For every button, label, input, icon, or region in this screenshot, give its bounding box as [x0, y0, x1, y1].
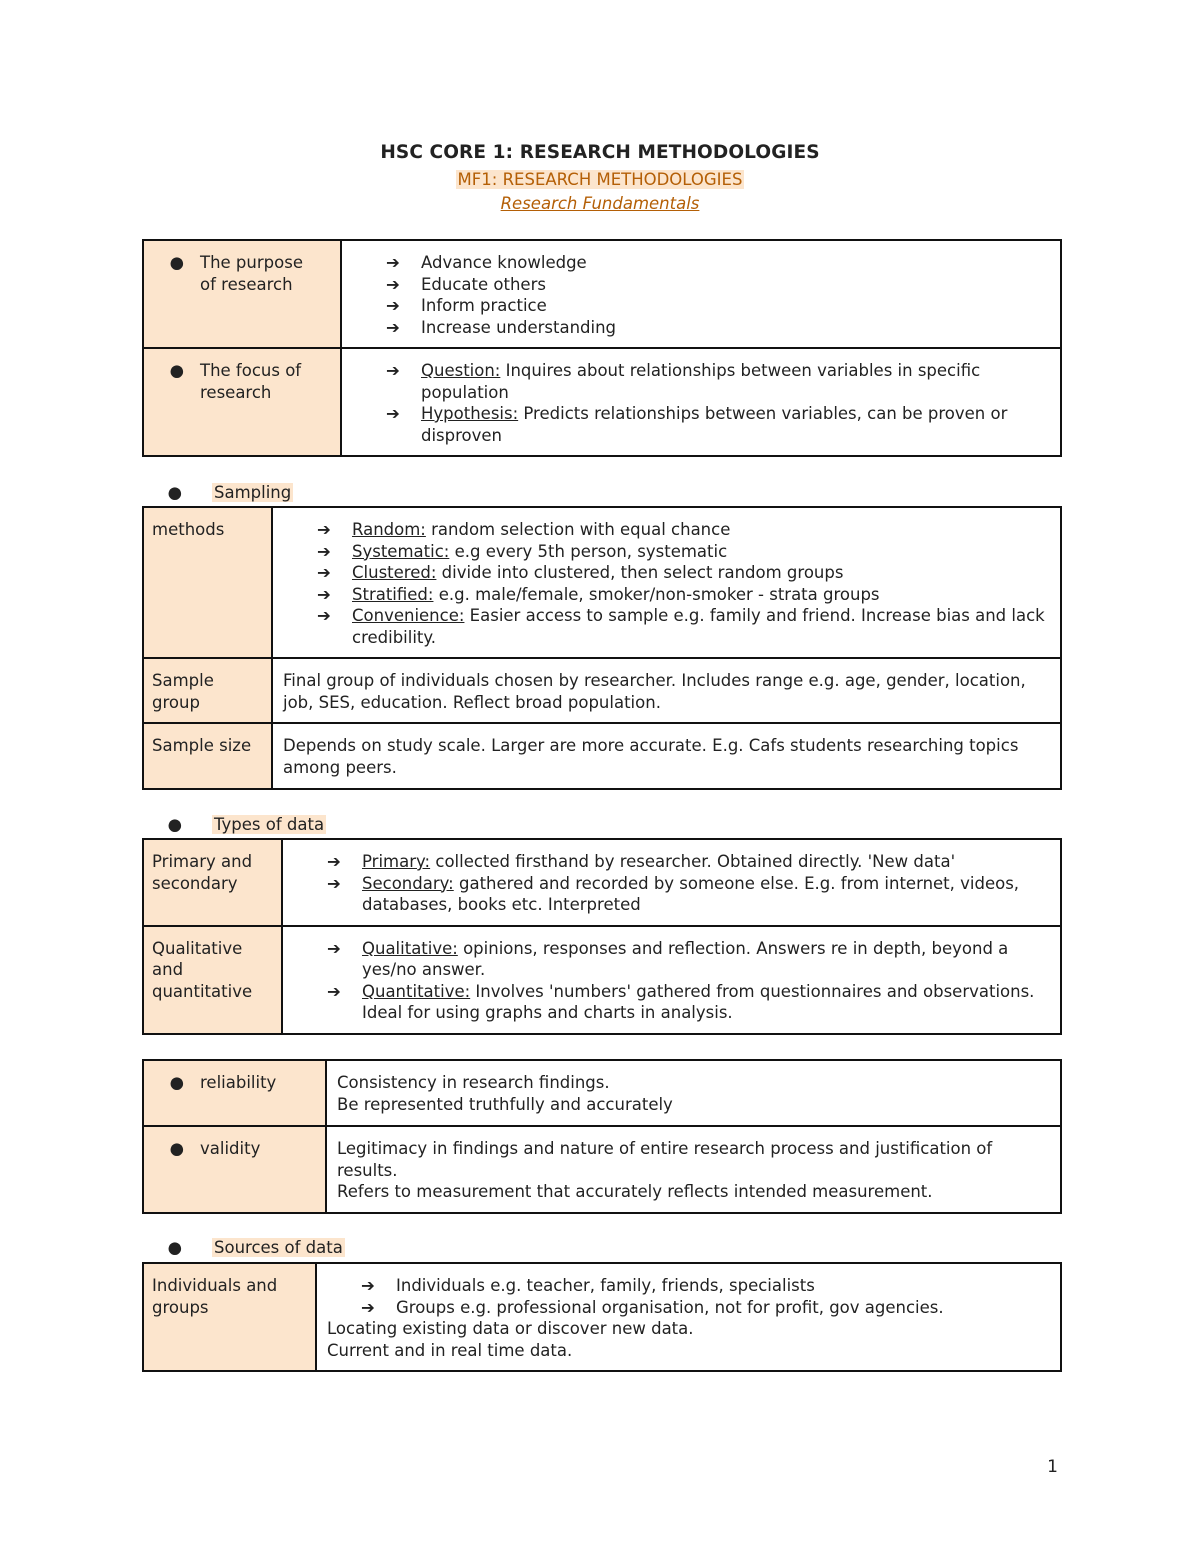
table-row — [143, 926, 1061, 1034]
page-title: HSC CORE 1: RESEARCH METHODOLOGIES — [380, 142, 820, 163]
row-label: The purpose of research — [200, 253, 303, 294]
list-item: ➔ Stratified: e.g. male/female, smoker/non-smoker - strata groups — [317, 584, 880, 604]
bullet-dot-icon: ● — [169, 1139, 184, 1158]
right-arrow-icon: ➔ — [361, 1297, 375, 1317]
list-item: ➔ Systematic: e.g every 5th person, systematic — [317, 541, 728, 561]
row-label-cell: methods — [143, 507, 272, 658]
subtitle: MF1: RESEARCH METHODOLOGIES — [457, 170, 743, 189]
list-item: ➔ Random: random selection with equal chance — [317, 520, 731, 539]
right-arrow-icon: ➔ — [317, 520, 331, 539]
subtitle-wrap — [0, 170, 1200, 189]
list-item: ➔ Groups e.g. professional organisation, not for profit, gov agencies. — [361, 1297, 944, 1317]
list-item: ➔ Hypothesis: Predicts relationships between variables, can be proven or disproven — [386, 404, 1008, 445]
row-content-cell: Final group of individuals chosen by researcher. Includes range e.g. age, gender, location, job, SES, education. Reflect broad population. — [272, 658, 1061, 723]
row-content-cell — [272, 507, 1061, 658]
table-row — [143, 1060, 1061, 1126]
right-arrow-icon: ➔ — [327, 938, 341, 958]
types-of-data-table — [142, 838, 1062, 1035]
right-arrow-icon: ➔ — [327, 873, 341, 893]
right-arrow-icon: ➔ — [361, 1276, 375, 1295]
row-label-cell — [143, 240, 341, 348]
research-purpose-table — [142, 239, 1062, 457]
list-item: ➔ Educate others — [386, 274, 546, 294]
list-item: ➔ Inform practice — [386, 296, 547, 315]
row-content-cell: Depends on study scale. Larger are more accurate. E.g. Cafs students researching topics among peers. — [272, 723, 1061, 789]
bullet-dot-icon: ● — [169, 1073, 184, 1092]
row-label: The focus of research — [200, 361, 302, 402]
list-item: ➔ Advance knowledge — [386, 253, 587, 272]
row-label-cell: Qualitative and quantitative — [143, 926, 282, 1034]
row-content-cell — [282, 839, 1061, 926]
list-item: ➔ Convenience: Easier access to sample e.g. family and friend. Increase bias and lack credibility. — [317, 606, 1045, 647]
page-number: 1 — [1047, 1457, 1058, 1477]
right-arrow-icon: ➔ — [317, 606, 331, 625]
row-content-cell: Legitimacy in findings and nature of entire research process and justification of results. Refers to measurement that accurately reflects intended measurement. — [326, 1126, 1061, 1213]
table-row — [143, 839, 1061, 926]
section-title: Research Fundamentals — [500, 194, 700, 213]
list-item: ➔ Question: Inquires about relationships between variables in specific population — [386, 361, 981, 402]
bullet-dot-icon: ● — [167, 1238, 182, 1257]
list-item: ➔ Increase understanding — [386, 317, 617, 337]
table-row — [143, 348, 1061, 456]
row-label-cell: ● reliability — [143, 1060, 326, 1126]
list-item: ➔ Secondary: gathered and recorded by someone else. E.g. from internet, videos, databases, books etc. Interpreted — [327, 873, 1020, 914]
row-label-cell: Individuals and groups — [143, 1263, 316, 1371]
types-of-data-heading: ● Types of data — [142, 815, 326, 834]
right-arrow-icon: ➔ — [317, 584, 331, 604]
reliability-validity-table — [142, 1059, 1062, 1214]
row-content-cell — [341, 240, 1061, 348]
bullet-dot-icon: ● — [167, 815, 182, 834]
table-row — [143, 240, 1061, 348]
list-item: ➔ Quantitative: Involves 'numbers' gathered from questionnaires and observations. Ideal for using graphs and charts in analysis. — [327, 981, 1035, 1022]
list-item: ➔ Clustered: divide into clustered, then select random groups — [317, 563, 844, 582]
row-label-cell: Sample size — [143, 723, 272, 789]
right-arrow-icon: ➔ — [317, 563, 331, 582]
right-arrow-icon: ➔ — [386, 317, 400, 337]
right-arrow-icon: ➔ — [386, 361, 400, 380]
list-item: ➔ Individuals e.g. teacher, family, friends, specialists — [361, 1276, 815, 1295]
row-content-cell — [282, 926, 1061, 1034]
right-arrow-icon: ➔ — [386, 296, 400, 315]
row-label-cell: ● validity — [143, 1126, 326, 1213]
sources-of-data-heading: ● Sources of data — [142, 1238, 345, 1257]
bullet-dot-icon: ● — [167, 483, 182, 502]
right-arrow-icon: ➔ — [386, 253, 400, 272]
section-title-wrap — [0, 194, 1200, 213]
sampling-table — [142, 506, 1062, 790]
right-arrow-icon: ➔ — [327, 981, 341, 1001]
list-item: ➔ Qualitative: opinions, responses and reflection. Answers re in depth, beyond a yes/no answer. — [327, 938, 1009, 979]
row-content-cell — [341, 348, 1061, 456]
table-row — [143, 723, 1061, 789]
row-content-cell: ➔ Individuals e.g. teacher, family, friends, specialists ➔ Groups e.g. professional organisation, not for profit, gov agencies. Locating existing data or discover new data. Current and in real time data. — [316, 1263, 1061, 1371]
bullet-dot-icon: ● — [169, 253, 184, 272]
sources-of-data-table — [142, 1262, 1062, 1372]
table-row — [143, 507, 1061, 658]
table-row — [143, 658, 1061, 723]
row-content-cell: Consistency in research findings. Be represented truthfully and accurately — [326, 1060, 1061, 1126]
list-item: ➔ Primary: collected firsthand by researcher. Obtained directly. 'New data' — [327, 852, 956, 871]
sampling-heading: ● Sampling — [142, 483, 293, 502]
row-label-cell: Sample group — [143, 658, 272, 723]
right-arrow-icon: ➔ — [386, 404, 400, 423]
right-arrow-icon: ➔ — [386, 274, 400, 294]
table-row — [143, 1126, 1061, 1213]
table-row — [143, 1263, 1061, 1371]
bullet-dot-icon: ● — [169, 361, 184, 380]
right-arrow-icon: ➔ — [317, 541, 331, 561]
right-arrow-icon: ➔ — [327, 852, 341, 871]
row-label-cell: Primary and secondary — [143, 839, 282, 926]
row-label-cell — [143, 348, 341, 456]
